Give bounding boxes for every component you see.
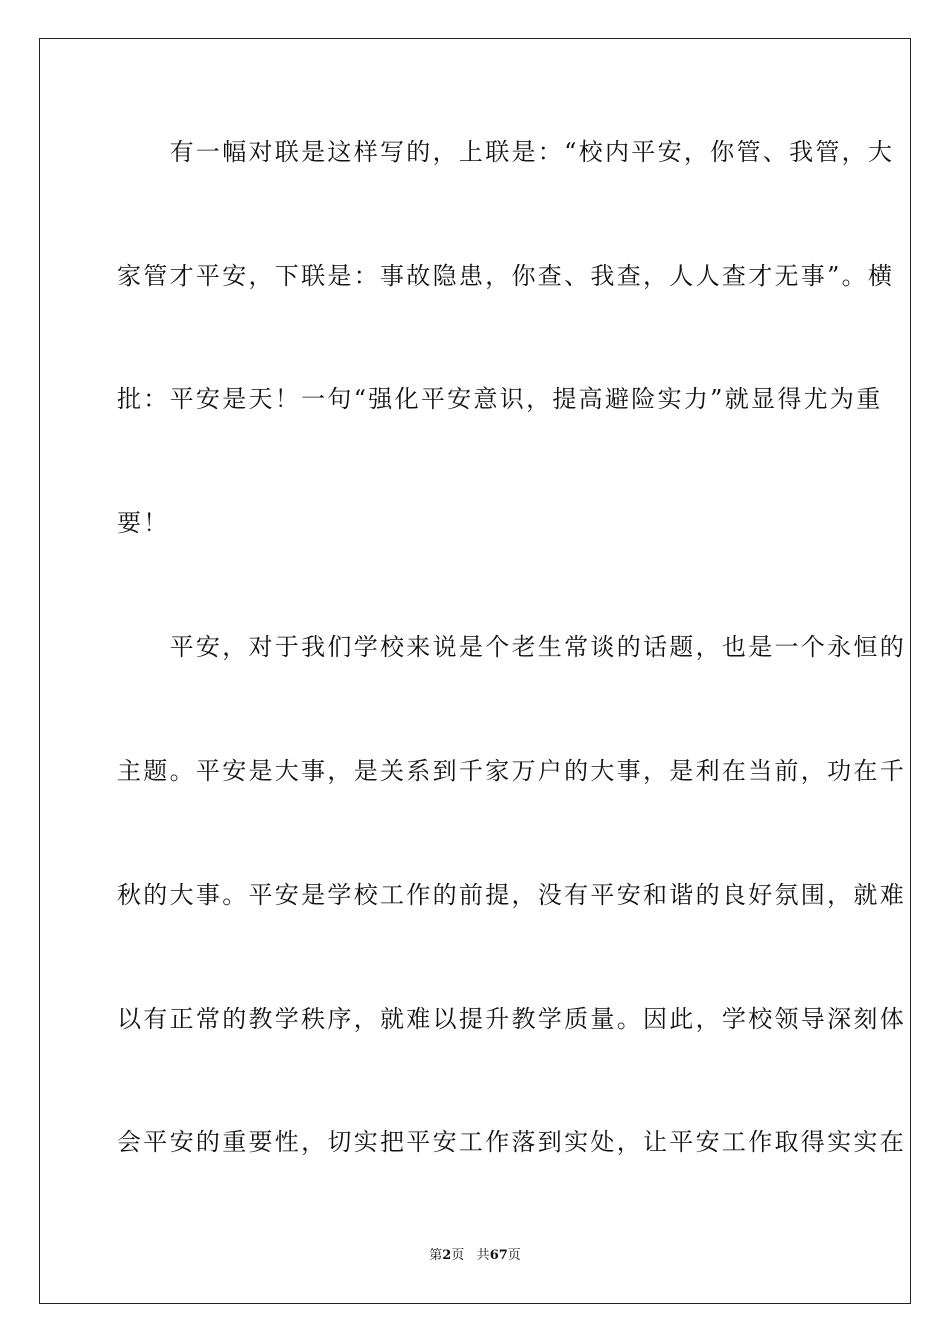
text-line-3: 批：平安是天！一句“强化平安意识，提高避险实力”就显得尤为重 — [117, 385, 883, 413]
text-line-5: 平安，对于我们学校来说是个老生常谈的话题，也是一个永恒的 — [117, 633, 906, 661]
total-suffix: 页 — [507, 1248, 521, 1263]
text-line-2: 家管才平安，下联是：事故隐患，你查、我查，人人查才无事”。横 — [117, 262, 895, 290]
text-line-9: 会平安的重要性，切实把平安工作落到实处，让平安工作取得实实在 — [117, 1128, 906, 1156]
total-prefix: 共 — [476, 1248, 490, 1263]
page-footer — [0, 1247, 950, 1265]
page-suffix: 页 — [451, 1248, 465, 1263]
text-line-4: 要！ — [117, 509, 170, 537]
page-prefix: 第 — [429, 1248, 443, 1263]
total-pages: 67 — [489, 1248, 508, 1263]
text-line-1: 有一幅对联是这样写的，上联是：“校内平安，你管、我管，大 — [117, 138, 895, 166]
page-number: 2 — [442, 1248, 452, 1263]
page-border — [39, 38, 911, 1304]
text-line-7: 秋的大事。平安是学校工作的前提，没有平安和谐的良好氛围，就难 — [117, 881, 906, 909]
text-line-8: 以有正常的教学秩序，就难以提升教学质量。因此，学校领导深刻体 — [117, 1005, 906, 1033]
text-line-6: 主题。平安是大事，是关系到千家万户的大事，是利在当前，功在千 — [117, 757, 906, 785]
